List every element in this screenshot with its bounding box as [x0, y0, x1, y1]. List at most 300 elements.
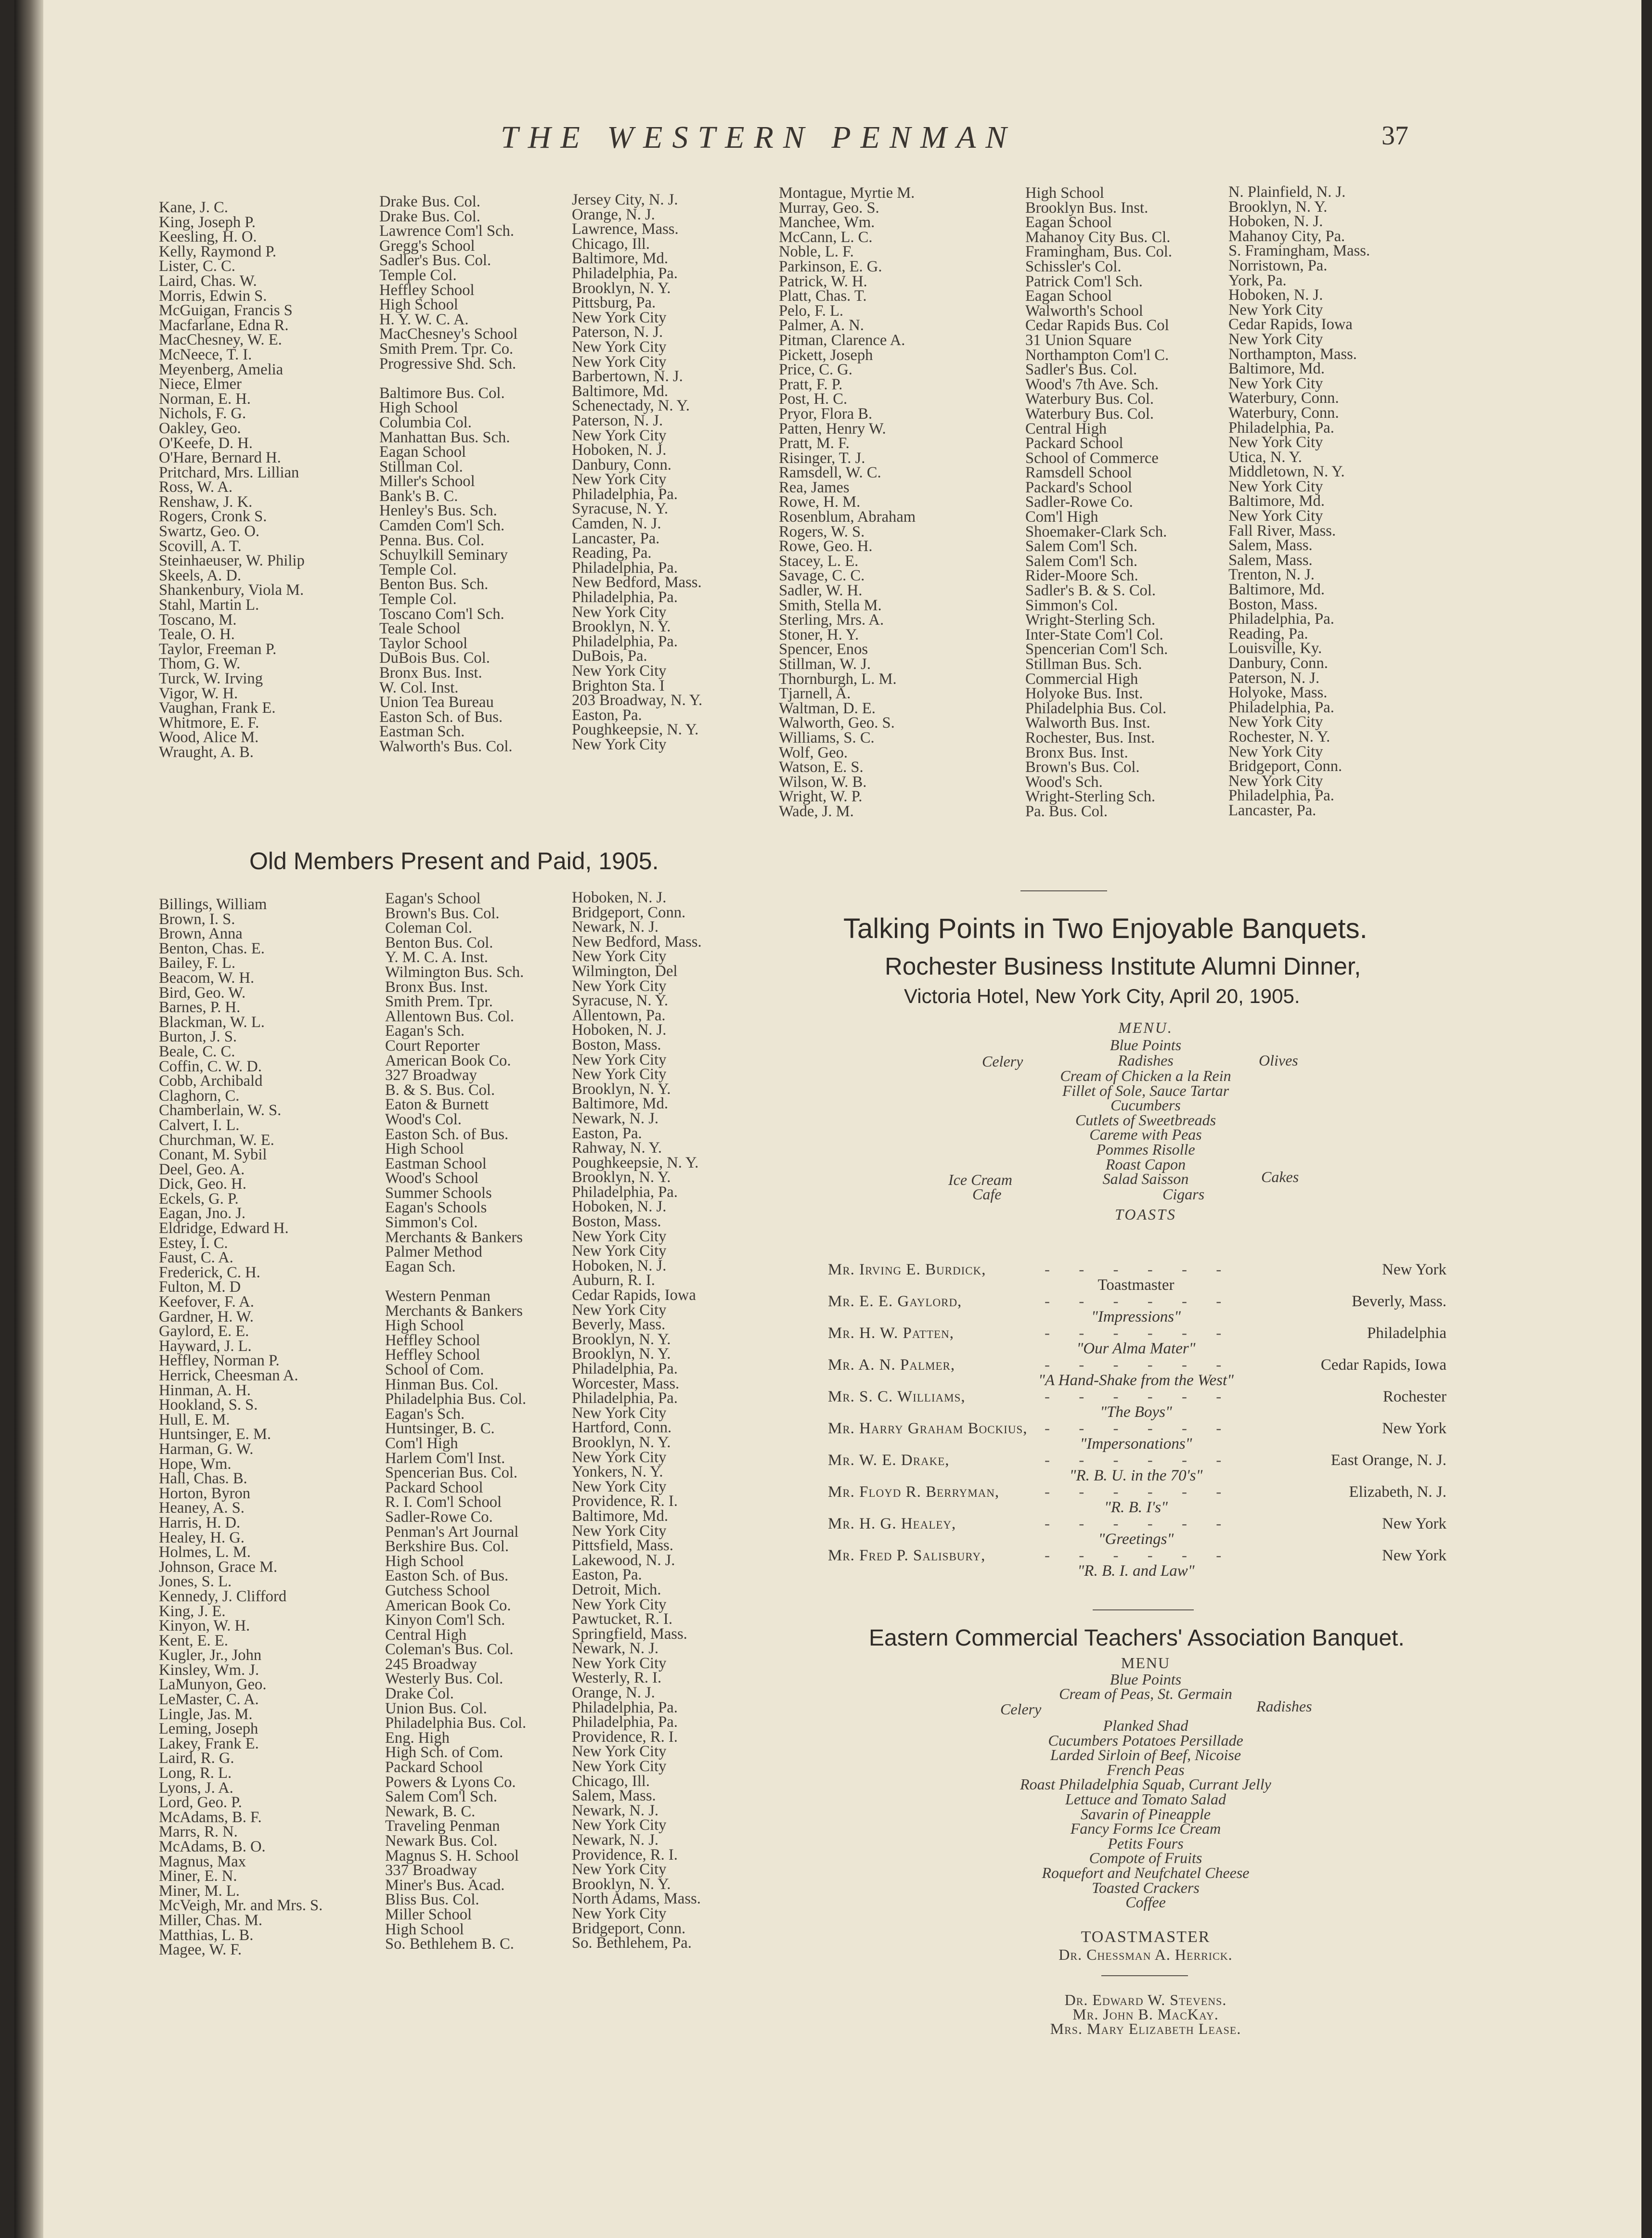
right-list-end-rule — [1020, 890, 1107, 891]
member-school: Penna. Bus. Col. — [379, 531, 485, 549]
member-name: Waltman, D. E. — [779, 699, 876, 717]
old-member-city: Newark, N. J. — [572, 1640, 659, 1658]
old-member-name: Eagan, Jno. J. — [159, 1205, 246, 1222]
old-member-name: Benton, Chas. E. — [159, 939, 265, 957]
old-member-city: Springfield, Mass. — [572, 1625, 687, 1643]
old-member-name: Fulton, M. D — [159, 1278, 241, 1296]
member-city: Brooklyn, N. Y. — [572, 618, 671, 636]
member-city: Paterson, N. J. — [1228, 669, 1320, 687]
member-school: Pa. Bus. Col. — [1025, 802, 1108, 820]
menu-item-olives: Olives — [1259, 1052, 1298, 1069]
old-member-school: Wood's School — [385, 1170, 479, 1187]
member-name: Smith, Stella M. — [779, 596, 882, 614]
member-school: 31 Union Square — [1025, 331, 1132, 349]
toast-leader-dashes: - - - - - - — [1045, 1388, 1234, 1405]
page — [14, 0, 1641, 2238]
menu-item: Larded Sirloin of Beef, Nicoise — [1050, 1746, 1241, 1764]
member-school: MacChesney's School — [379, 325, 518, 343]
old-member-school: School of Com. — [385, 1361, 484, 1378]
menu-item: Fillet of Sole, Sauce Tartar — [1062, 1081, 1229, 1099]
old-member-city: Newark, N. J. — [572, 1831, 659, 1849]
banquet-divider-rule — [1093, 1609, 1194, 1610]
rochester-menu-items — [1001, 1068, 1290, 1186]
member-school: Wright-Sterling Sch. — [1025, 788, 1156, 806]
old-member-name: Coffin, C. W. D. — [159, 1057, 262, 1075]
member-school: Teale School — [379, 620, 461, 638]
member-name: Rogers, Cronk S. — [159, 508, 267, 526]
old-member-name: Jones, S. L. — [159, 1573, 232, 1591]
member-name: Kelly, Raymond P. — [159, 243, 277, 260]
member-school: Sadler's Bus. Col. — [1025, 361, 1137, 379]
menu-item: Cucumbers Potatoes Persillade — [1048, 1731, 1243, 1749]
member-city: New York City — [1228, 477, 1323, 495]
old-member-name: Magee, W. F. — [159, 1941, 242, 1959]
members-schools-column — [379, 194, 517, 754]
member-name: Williams, S. C. — [779, 729, 875, 746]
member-city: Philadelphia, Pa. — [1228, 698, 1334, 716]
eastern-menu-radishes: Radishes — [1256, 1698, 1312, 1715]
eastern-menu-blue-points: Blue Points — [1110, 1671, 1182, 1688]
old-member-city: New York City — [572, 1522, 667, 1540]
member-city: Danbury, Conn. — [1228, 655, 1328, 672]
member-city: Waterbury, Conn. — [1228, 404, 1339, 422]
member-school: Wood's 7th Ave. Sch. — [1025, 375, 1159, 393]
old-member-school: So. Bethlehem B. C. — [385, 1935, 514, 1953]
old-member-school: Eng. High — [385, 1729, 450, 1747]
member-school: Commercial High — [1025, 670, 1138, 688]
old-member-city: Brooklyn, N. Y. — [572, 1330, 671, 1348]
member-name: Manchee, Wm. — [779, 214, 875, 232]
speaker-name: Mr. John B. MacKay. — [1072, 2006, 1219, 2023]
old-member-name: Herrick, Cheesman A. — [159, 1367, 298, 1384]
toast-subject: Toastmaster — [1097, 1276, 1174, 1294]
old-member-school: Court Reporter — [385, 1037, 480, 1055]
member-school: Manhattan Bus. Sch. — [379, 428, 510, 446]
old-member-name: Frederick, C. H. — [159, 1263, 260, 1281]
old-member-city: New York City — [572, 948, 667, 965]
old-member-city: New York City — [572, 1654, 667, 1672]
old-member-school: Summer Schools — [385, 1184, 492, 1202]
member-city: Brooklyn, N. Y. — [572, 279, 671, 297]
member-city: New York City — [572, 662, 667, 680]
old-member-school: Central High — [385, 1626, 467, 1644]
member-school: Easton Sch. of Bus. — [379, 708, 503, 726]
old-member-name: Bailey, F. L. — [159, 954, 236, 972]
old-member-school: Berkshire Bus. Col. — [385, 1538, 509, 1556]
old-member-name: King, J. E. — [159, 1602, 226, 1620]
member-city: Orange, N. J. — [572, 206, 655, 223]
member-school: Baltimore Bus. Col. — [379, 384, 505, 402]
old-member-school: B. & S. Bus. Col. — [385, 1081, 495, 1099]
old-member-name: LeMaster, C. A. — [159, 1691, 259, 1709]
menu-item: Toasted Crackers — [1092, 1878, 1200, 1896]
member-school: Com'l High — [1025, 508, 1098, 526]
member-name: Macfarlane, Edna R. — [159, 316, 289, 334]
member-city: New York City — [1228, 772, 1323, 790]
old-member-city: New York City — [572, 1595, 667, 1613]
old-member-school: 327 Broadway — [385, 1067, 477, 1084]
member-name: Pryor, Flora B. — [779, 405, 873, 423]
old-member-school: High School — [385, 1920, 464, 1938]
member-school: Brown's Bus. Col. — [1025, 759, 1140, 776]
old-member-city: Yonkers, N. Y. — [572, 1463, 663, 1481]
old-member-school: Palmer Method — [385, 1243, 482, 1261]
old-member-name: Claghorn, C. — [159, 1087, 240, 1105]
old-member-name: Deel, Geo. A. — [159, 1160, 245, 1178]
member-city: Paterson, N. J. — [572, 412, 663, 429]
eastern-menu-items — [963, 1718, 1329, 1910]
member-name: Stillman, W. J. — [779, 656, 871, 673]
old-member-city: Hoboken, N. J. — [572, 889, 667, 906]
old-member-school: Coleman's Bus. Col. — [385, 1641, 514, 1659]
member-city: Lancaster, Pa. — [572, 529, 660, 547]
old-member-city: Rahway, N. Y. — [572, 1139, 662, 1157]
old-member-name: Heffley, Norman P. — [159, 1352, 280, 1370]
toast-place: East Orange, N. J. — [1330, 1452, 1446, 1469]
old-member-name: Keefover, F. A. — [159, 1293, 254, 1311]
old-member-city: Philadelphia, Pa. — [572, 1713, 678, 1731]
old-member-city: Poughkeepsie, N. Y. — [572, 1154, 699, 1171]
member-name: Rosenblum, Abraham — [779, 508, 916, 526]
member-name: Ramsdell, W. C. — [779, 464, 881, 482]
member-name: Vaughan, Frank E. — [159, 699, 276, 717]
old-member-city: Brooklyn, N. Y. — [572, 1345, 671, 1363]
old-member-city: Bridgeport, Conn. — [572, 903, 686, 921]
member-city: Cedar Rapids, Iowa — [1228, 316, 1353, 334]
old-member-city: Brooklyn, N. Y. — [572, 1169, 671, 1186]
member-name: Parkinson, E. G. — [779, 257, 882, 275]
rochester-dinner-title: Rochester Business Institute Alumni Dinner, — [885, 952, 1361, 980]
member-school: Heffley School — [379, 281, 475, 299]
member-name: Wade, J. M. — [779, 802, 854, 820]
member-name: Rowe, H. M. — [779, 493, 861, 511]
member-city: Trenton, N. J. — [1228, 566, 1315, 584]
member-school: Temple Col. — [379, 591, 457, 608]
old-member-name: Beacom, W. H. — [159, 969, 255, 987]
member-school: High School — [379, 399, 458, 417]
old-member-name: Magnus, Max — [159, 1852, 246, 1870]
member-school: Taylor School — [379, 634, 468, 652]
menu-item-cigars: Cigars — [1162, 1185, 1205, 1203]
member-name: Shankenbury, Viola M. — [159, 581, 304, 599]
old-member-school: Com'l High — [385, 1434, 458, 1452]
member-school: Camden Com'l Sch. — [379, 517, 505, 535]
eastern-menu-celery: Celery — [1000, 1700, 1042, 1718]
old-member-city: Easton, Pa. — [572, 1124, 642, 1142]
old-member-name: Gardner, H. W. — [159, 1308, 254, 1325]
old-member-school: Harlem Com'l Inst. — [385, 1449, 505, 1467]
member-city: Philadelphia, Pa. — [1228, 419, 1334, 437]
member-city: Philadelphia, Pa. — [1228, 610, 1334, 628]
member-name: Pritchard, Mrs. Lillian — [159, 463, 299, 481]
member-name: O'Hare, Bernard H. — [159, 449, 281, 467]
member-name: Keesling, H. O. — [159, 228, 257, 246]
old-member-school: Traveling Penman — [385, 1817, 500, 1835]
member-name: Kane, J. C. — [159, 199, 228, 216]
menu-item: French Peas — [1107, 1761, 1185, 1778]
toastmaster-label: TOASTMASTER — [1081, 1928, 1211, 1946]
old-member-school: 245 Broadway — [385, 1655, 477, 1673]
old-member-school: Merchants & Bankers — [385, 1302, 523, 1320]
menu-item-cakes: Cakes — [1261, 1168, 1299, 1185]
page-header-title: THE WESTERN PENMAN — [501, 120, 1017, 155]
member-city: Hoboken, N. J. — [572, 441, 667, 459]
old-member-school: High School — [385, 1140, 464, 1158]
member-school: Walworth's Bus. Col. — [379, 737, 513, 755]
toast-place: Rochester — [1383, 1388, 1446, 1405]
old-member-city: Baltimore, Md. — [572, 1507, 668, 1525]
members-names-column — [159, 200, 305, 760]
member-city: Camden, N. J. — [572, 515, 661, 533]
toast-subject: "Our Alma Mater" — [1076, 1340, 1196, 1357]
toast-place: New York — [1382, 1261, 1446, 1278]
rochester-menu-label: MENU. — [1118, 1019, 1173, 1036]
old-member-school: Miller School — [385, 1905, 472, 1923]
old-member-city: New York City — [572, 1448, 667, 1466]
toast-speaker: Mr. H. W. Patten, — [828, 1325, 954, 1342]
member-school: High School — [1025, 184, 1104, 202]
toast-place: Cedar Rapids, Iowa — [1320, 1356, 1446, 1374]
menu-item: Compote of Fruits — [1089, 1849, 1202, 1867]
old-member-city: Hoboken, N. J. — [572, 1198, 667, 1216]
member-city: Rochester, N. Y. — [1228, 728, 1330, 746]
old-member-city: New York City — [572, 1861, 667, 1878]
old-member-school: Eaton & Burnett — [385, 1096, 489, 1114]
old-member-school: Huntsinger, B. C. — [385, 1420, 495, 1438]
old-member-name: Miner, M. L. — [159, 1882, 240, 1900]
old-member-city: Worcester, Mass. — [572, 1375, 680, 1392]
member-name: Taylor, Freeman P. — [159, 640, 277, 658]
member-name: Scovill, A. T. — [159, 537, 242, 555]
member-city: New York City — [1228, 713, 1323, 731]
member-name: Rea, James — [779, 478, 850, 496]
member-name: Teale, O. H. — [159, 626, 235, 643]
toast-leader-dashes: - - - - - - — [1045, 1452, 1234, 1469]
old-member-city: Wilmington, Del — [572, 962, 678, 980]
member-name: Palmer, A. N. — [779, 317, 864, 334]
eastern-menu-label: MENU — [1121, 1654, 1171, 1672]
member-name: Stacey, L. E. — [779, 552, 859, 570]
member-city: Salem, Mass. — [1228, 551, 1313, 569]
old-member-name: Lord, Geo. P. — [159, 1794, 242, 1812]
old-member-city: Newark, N. J. — [572, 918, 659, 936]
old-member-school: Newark, B. C. — [385, 1802, 476, 1820]
member-school: Ramsdell School — [1025, 464, 1132, 482]
old-member-city: Auburn, R. I. — [572, 1272, 655, 1289]
old-member-school: Wilmington Bus. Sch. — [385, 963, 524, 981]
toast-subject: "A Hand-Shake from the West" — [1038, 1372, 1234, 1389]
member-city: Lancaster, Pa. — [1228, 801, 1316, 819]
old-member-city: New York City — [572, 1816, 667, 1834]
old-member-name: Hayward, J. L. — [159, 1337, 252, 1355]
old-member-city: Pawtucket, R. I. — [572, 1610, 673, 1628]
member-name: Noble, L. F. — [779, 243, 854, 261]
old-member-school: Packard School — [385, 1479, 483, 1496]
member-school: Salem Com'l Sch. — [1025, 552, 1138, 570]
old-member-city: New York City — [572, 1051, 667, 1068]
member-city: Holyoke, Mass. — [1228, 684, 1328, 702]
old-member-name: Eckels, G. P. — [159, 1190, 239, 1208]
old-member-school: Hinman Bus. Col. — [385, 1376, 499, 1393]
member-city: New York City — [572, 353, 667, 371]
toast-place: Philadelphia — [1367, 1325, 1446, 1342]
rochester-dinner-subtitle: Victoria Hotel, New York City, April 20, 1905. — [904, 985, 1300, 1007]
menu-item: Roast Philadelphia Squab, Currant Jelly — [1020, 1775, 1271, 1793]
member-name: Rowe, Geo. H. — [779, 538, 873, 555]
old-member-school: Eastman School — [385, 1155, 487, 1172]
page-number: 37 — [1381, 121, 1408, 151]
member-name: Nichols, F. G. — [159, 405, 246, 423]
old-member-school: Heffley School — [385, 1331, 480, 1349]
eastern-speakers-list — [953, 1993, 1338, 2036]
member-city: Baltimore, Md. — [1228, 492, 1325, 510]
menu-item: Lettuce and Tomato Salad — [1065, 1790, 1226, 1808]
old-member-name: Long, R. L. — [159, 1764, 232, 1782]
old-member-school: Packard School — [385, 1759, 483, 1776]
member-school: Lawrence Com'l Sch. — [379, 222, 514, 240]
old-member-name: Brown, I. S. — [159, 910, 235, 928]
old-member-city: Bridgeport, Conn. — [572, 1919, 686, 1937]
old-member-school: Philadelphia Bus. Col. — [385, 1714, 527, 1732]
old-member-school: High Sch. of Com. — [385, 1744, 503, 1762]
old-member-school: Merchants & Bankers — [385, 1228, 523, 1246]
old-member-school: Simmon's Col. — [385, 1214, 478, 1232]
member-school: Walworth Bus. Inst. — [1025, 714, 1150, 732]
member-school: Eagan School — [1025, 287, 1112, 305]
old-member-name: Leming, Joseph — [159, 1720, 258, 1738]
old-member-school: Magnus S. H. School — [385, 1847, 519, 1865]
old-member-school: Eagan's Sch. — [385, 1405, 465, 1423]
old-member-city: Hartford, Conn. — [572, 1419, 672, 1437]
member-city: New York City — [572, 309, 667, 326]
old-members-schools-column — [385, 891, 526, 1952]
member-name: Wolf, Geo. — [779, 744, 848, 761]
old-member-school: Easton Sch. of Bus. — [385, 1125, 509, 1143]
old-member-city: New York City — [572, 1904, 667, 1922]
member-name: Thom, G. W. — [159, 655, 241, 673]
old-member-name: Kennedy, J. Clifford — [159, 1587, 287, 1605]
old-member-name: Eldridge, Edward H. — [159, 1220, 289, 1237]
member-school: Waterbury Bus. Col. — [1025, 390, 1154, 408]
member-city: Reading, Pa. — [1228, 625, 1308, 643]
menu-item: Pommes Risolle — [1096, 1140, 1195, 1158]
old-member-city: New York City — [572, 1743, 667, 1761]
old-member-school: Philadelphia Bus. Col. — [385, 1390, 527, 1408]
old-member-name: Huntsinger, E. M. — [159, 1426, 271, 1443]
old-member-city: Providence, R. I. — [572, 1846, 678, 1864]
member-city: Poughkeepsie, N. Y. — [572, 721, 699, 739]
old-member-city: Westerly, R. I. — [572, 1669, 662, 1687]
member-name: Turck, W. Irving — [159, 670, 263, 687]
old-member-name: Brown, Anna — [159, 925, 243, 943]
old-member-name: Churchman, W. E. — [159, 1131, 274, 1149]
old-member-city: New York City — [572, 977, 667, 995]
old-member-city: New York City — [572, 1758, 667, 1775]
old-member-name: Faust, C. A. — [159, 1249, 233, 1267]
old-member-city: Easton, Pa. — [572, 1566, 642, 1584]
member-name: Tjarnell, A. — [779, 685, 851, 703]
member-school: Henley's Bus. Sch. — [379, 502, 497, 520]
old-member-name: Estey, I. C. — [159, 1234, 228, 1252]
member-city: Paterson, N. J. — [572, 323, 663, 341]
member-name: Pickett, Joseph — [779, 346, 873, 364]
toast-speaker: Mr. Fred P. Salisbury, — [828, 1547, 986, 1564]
member-name: Patten, Henry W. — [779, 420, 886, 437]
old-member-school: Smith Prem. Tpr. — [385, 993, 493, 1011]
member-name: Sadler, W. H. — [779, 582, 863, 600]
old-member-name: Laird, R. G. — [159, 1749, 234, 1767]
member-city: Mahanoy City, Pa. — [1228, 227, 1345, 245]
menu-item: Savarin of Pineapple — [1080, 1805, 1211, 1823]
member-school: Brooklyn Bus. Inst. — [1025, 199, 1149, 217]
member-city: Salem, Mass. — [1228, 537, 1313, 554]
member-school: Bronx Bus. Inst. — [379, 664, 482, 682]
old-member-school: Drake Col. — [385, 1685, 454, 1703]
menu-item: Cream of Chicken a la Rein — [1060, 1067, 1231, 1084]
member-city: New Bedford, Mass. — [572, 574, 702, 592]
member-city: Lawrence, Mass. — [572, 220, 679, 238]
member-name: Niece, Elmer — [159, 375, 242, 393]
old-member-school: Benton Bus. Col. — [385, 934, 493, 952]
old-member-school: Newark Bus. Col. — [385, 1832, 498, 1850]
old-member-name: Harman, G. W. — [159, 1440, 254, 1458]
member-school: Bronx Bus. Inst. — [1025, 744, 1128, 761]
member-school: High School — [379, 296, 458, 314]
member-city: New York City — [572, 603, 667, 621]
toast-speaker: Mr. W. E. Drake, — [828, 1452, 950, 1469]
member-school: Northampton Com'l C. — [1025, 346, 1169, 364]
old-member-city: Lakewood, N. J. — [572, 1551, 675, 1569]
members-right-schools-column — [1025, 186, 1172, 819]
old-member-city: Philadelphia, Pa. — [572, 1698, 678, 1716]
old-member-name: Gaylord, E. E. — [159, 1323, 249, 1340]
old-member-name: Johnson, Grace M. — [159, 1558, 278, 1576]
member-city: Barbertown, N. J. — [572, 368, 683, 386]
toast-speaker: Mr. H. G. Healey, — [828, 1515, 956, 1532]
old-member-school: Bliss Bus. Col. — [385, 1891, 479, 1909]
old-members-cities-column — [572, 890, 702, 1951]
member-name: Stoner, H. Y. — [779, 626, 859, 643]
menu-item-cafe: Cafe — [972, 1185, 1002, 1203]
menu-item: Roast Capon — [1105, 1155, 1186, 1173]
old-member-name: Hull, E. M. — [159, 1411, 230, 1428]
member-school: Spencerian Com'l Sch. — [1025, 641, 1168, 658]
member-name: Pelo, F. L. — [779, 302, 844, 320]
old-member-name: Hall, Chas. B. — [159, 1470, 247, 1488]
toast-place: New York — [1382, 1515, 1446, 1532]
toast-speaker: Mr. S. C. Williams, — [828, 1388, 966, 1405]
member-name: McNeece, T. I. — [159, 346, 252, 363]
member-school: Eagan School — [1025, 214, 1112, 232]
toast-place: Elizabeth, N. J. — [1349, 1483, 1446, 1501]
member-school: Progressive Shd. Sch. — [379, 355, 516, 373]
member-city: New York City — [572, 735, 667, 753]
member-name: Patrick, W. H. — [779, 272, 867, 290]
old-member-city: Orange, N. J. — [572, 1684, 655, 1702]
menu-item-blue-points: Blue Points — [1110, 1036, 1182, 1054]
member-name: Lister, C. C. — [159, 257, 235, 275]
member-school: Smith Prem. Tpr. Co. — [379, 340, 514, 358]
member-school: Gregg's School — [379, 237, 475, 255]
toast-leader-dashes: - - - - - - — [1045, 1325, 1234, 1342]
member-school: Columbia Col. — [379, 413, 472, 431]
member-name: Post, H. C. — [779, 390, 848, 408]
old-member-name: Miller, Chas. M. — [159, 1911, 262, 1929]
menu-item-radishes: Radishes — [1118, 1052, 1174, 1069]
member-school: Eagan School — [379, 443, 466, 461]
old-members-names-column — [159, 897, 323, 1957]
old-member-name: Barnes, P. H. — [159, 999, 241, 1016]
